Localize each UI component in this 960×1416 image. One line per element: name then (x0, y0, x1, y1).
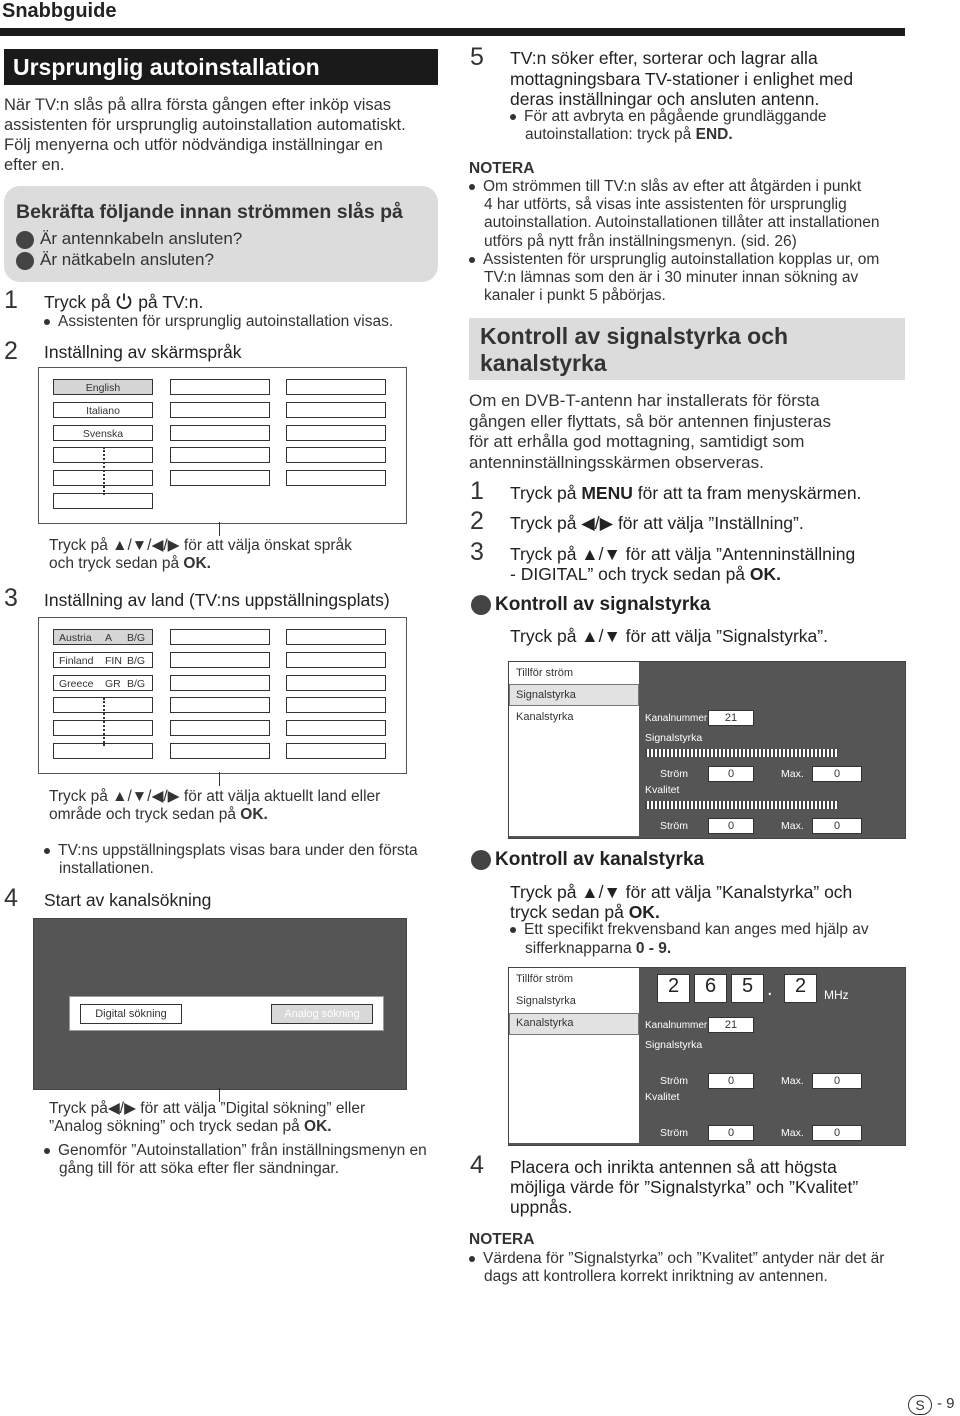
signal-label: Signalstyrka (645, 732, 703, 744)
notera-line: dags att kontrollera korrekt inriktning av antennen. (484, 1268, 828, 1285)
s3-text: - DIGITAL” och tryck sedan på OK. (510, 564, 782, 584)
notera-line: kanaler i punkt 5 påbörjas. (484, 287, 666, 304)
step1-bullet: Assistenten för ursprunglig autoinstallation visas. (44, 313, 393, 331)
sub-title-channel: Kontroll av kanalstyrka (495, 849, 705, 870)
notera-bullet: Värdena för ”Signalstyrka” och ”Kvalitet” antyder när det är (469, 1250, 884, 1268)
power-label: Ström (660, 1075, 689, 1087)
lang-option[interactable]: Italiano (53, 402, 153, 418)
lang-option[interactable]: Svenska (53, 425, 153, 441)
notera-bullet: Assistenten för ursprunglig autoinstallation kopplas ur, om (469, 251, 879, 269)
step1-text: Tryck på på TV:n. (44, 292, 204, 312)
language-badge: S (908, 1395, 932, 1415)
country-option[interactable] (170, 652, 270, 668)
country-option[interactable] (170, 697, 270, 713)
step5-line: mottagningsbara TV-stationer i enlighet med (510, 69, 854, 89)
lang-option[interactable] (170, 402, 270, 418)
menu-item[interactable]: Kanalstyrka (516, 1017, 574, 1029)
country-option[interactable]: Greece GR B/G (53, 675, 153, 691)
step4-bullet: Genomför ”Autoinstallation” från inställningsmenyn en (44, 1142, 427, 1160)
bullet-dot-icon (471, 850, 491, 870)
power-field: 0 (708, 1125, 754, 1141)
signal-bar (645, 749, 838, 757)
step5-line: TV:n söker efter, sorterar och lagrar alla (510, 48, 818, 68)
check-item: Är nätkabeln ansluten? (40, 250, 214, 269)
lang-option[interactable] (170, 447, 270, 463)
step3-instruction: område och tryck sedan på OK. (49, 806, 268, 823)
country-option[interactable] (286, 652, 386, 668)
sub1-text: Tryck på ▲/▼ för att välja ”Signalstyrka”. (510, 626, 828, 646)
notera-bullet: Om strömmen till TV:n slås av efter att åtgärden i punkt (469, 178, 861, 196)
step5-bullet: För att avbryta en pågående grundläggande (510, 108, 826, 126)
step4-bullet: gång till för att söka efter fler sändningar. (59, 1160, 340, 1177)
sub2-bullet: sifferknapparna 0 - 9. (525, 940, 672, 957)
power-label: Ström (660, 768, 689, 780)
signal-intro: antenninställningsskärmen observeras. (469, 453, 764, 472)
notera-heading: NOTERA (469, 1231, 535, 1248)
step3-instruction: Tryck på ▲/▼/◀/▶ för att välja aktuellt land eller (49, 788, 381, 805)
freq-digit[interactable]: 2 (784, 974, 817, 1003)
country-option[interactable]: Austria A B/G (53, 629, 153, 645)
max-field: 0 (812, 1073, 862, 1089)
lang-option[interactable] (286, 402, 386, 418)
notera-line: autoinstallation. Autoinstallationen tillåter att installationen (484, 214, 880, 231)
bullet-dot-icon (16, 231, 34, 249)
step4-text: Start av kanalsökning (44, 890, 212, 910)
notera-line: TV:n lämnas som den är i 30 minuter innan sökning av (484, 269, 859, 286)
page-header-title: Snabbguide (2, 0, 117, 22)
s4-text: möjliga värde för ”Signalstyrka” och ”Kvalitet” (510, 1177, 859, 1197)
signal-intro: Om en DVB-T-antenn har installerats för första (469, 391, 820, 410)
menu-item[interactable]: Signalstyrka (516, 995, 576, 1007)
step-number: 5 (470, 43, 484, 71)
country-option[interactable] (170, 743, 270, 759)
s4-text: Placera och inrikta antennen så att högsta (510, 1157, 837, 1177)
sub2-bullet: Ett specifikt frekvensband kan anges med hjälp av (510, 921, 869, 939)
step-number: 4 (470, 1151, 484, 1179)
digital-search-button[interactable]: Digital sökning (80, 1004, 182, 1024)
section-title-signal: Kontroll av signalstyrka och (480, 323, 789, 349)
callout-line (219, 522, 220, 536)
power-label: Ström (660, 820, 689, 832)
page-number: - 9 (937, 1395, 955, 1412)
header-rule (0, 28, 905, 36)
country-option[interactable] (286, 629, 386, 645)
check-title: Bekräfta följande innan strömmen slås på (16, 201, 403, 223)
country-option[interactable] (286, 720, 386, 736)
freq-digit[interactable]: 5 (731, 974, 764, 1003)
step5-line: deras inställningar och ansluten antenn. (510, 89, 820, 109)
intro-line: efter en. (4, 156, 65, 174)
menu-item[interactable]: Tillför ström (516, 667, 574, 679)
freq-digit[interactable]: 2 (657, 974, 690, 1003)
step-number: 2 (470, 507, 484, 535)
max-field: 0 (812, 1125, 862, 1141)
lang-option[interactable] (286, 470, 386, 486)
bullet-dot-icon (16, 252, 34, 270)
max-field: 0 (812, 818, 862, 834)
step-number: 1 (4, 286, 18, 314)
max-field: 0 (812, 766, 862, 782)
freq-digit[interactable]: 6 (694, 974, 727, 1003)
signal-intro: gången eller flyttats, så bör antennen finjusteras (469, 412, 831, 431)
step-number: 3 (470, 538, 484, 566)
menu-item[interactable]: Signalstyrka (516, 689, 576, 701)
bullet-dot-icon (471, 595, 491, 615)
power-field: 0 (708, 818, 754, 834)
step2-instruction: Tryck på ▲/▼/◀/▶ för att välja önskat språk (49, 537, 352, 554)
step3-bullet: installationen. (59, 860, 154, 877)
s3-text: Tryck på ▲/▼ för att välja ”Antenninställning (510, 544, 856, 564)
section-title-autoinstall: Ursprunglig autoinstallation (4, 49, 438, 85)
signal-label: Signalstyrka (645, 1039, 703, 1051)
intro-line: När TV:n slås på allra första gången efter inköp visas (4, 96, 392, 114)
lang-option[interactable] (170, 379, 270, 395)
sub2-text: tryck sedan på OK. (510, 902, 660, 922)
step3-text: Inställning av land (TV:ns uppställningsplats) (44, 590, 390, 610)
step-number: 4 (4, 884, 18, 912)
country-option[interactable]: Finland FIN B/G (53, 652, 153, 668)
signal-intro: för att erhålla god mottagning, samtidigt som (469, 432, 805, 451)
vertical-dots (103, 447, 107, 495)
channel-number-field[interactable]: 21 (708, 1017, 754, 1033)
intro-line: Följ menyerna och utför nödvändiga inställningar en (4, 136, 383, 154)
notera-line: 4 har utförts, så visas inte assistenten för ursprunglig (484, 196, 847, 213)
s4-text: uppnås. (510, 1197, 573, 1217)
freq-separator: . (767, 978, 773, 1000)
notera-line: utförs på nytt från inställningsmenyn. (sid. 26) (484, 233, 797, 250)
step-number: 3 (4, 584, 18, 612)
notera-heading: NOTERA (469, 160, 535, 177)
country-option[interactable] (170, 629, 270, 645)
lang-option[interactable] (286, 379, 386, 395)
power-icon (115, 292, 133, 310)
country-option[interactable] (286, 697, 386, 713)
callout-line (219, 772, 220, 786)
quality-bar (645, 801, 838, 809)
sub-title-signal: Kontroll av signalstyrka (495, 594, 711, 615)
intro-line: assistenten för ursprunglig autoinstallation automatiskt. (4, 116, 406, 134)
lang-option[interactable] (53, 493, 153, 509)
step2-instruction: och tryck sedan på OK. (49, 555, 211, 572)
max-label: Max. (781, 768, 804, 780)
max-label: Max. (781, 820, 804, 832)
s1-text: Tryck på MENU för att ta fram menyskärmen. (510, 483, 862, 503)
step4-instruction: ”Analog sökning” och tryck sedan på OK. (49, 1118, 332, 1135)
channel-number-label: Kanalnummer (645, 713, 708, 724)
step-number: 2 (4, 337, 18, 365)
channel-number-label: Kanalnummer (645, 1020, 708, 1031)
country-option[interactable] (286, 743, 386, 759)
s2-text: Tryck på ◀/▶ för att välja ”Inställning”. (510, 513, 804, 533)
power-field: 0 (708, 1073, 754, 1089)
lang-option[interactable] (170, 470, 270, 486)
vertical-dots (103, 698, 107, 746)
freq-unit: MHz (824, 988, 849, 1002)
quality-label: Kvalitet (645, 1091, 680, 1103)
section-title-signal: kanalstyrka (480, 350, 607, 376)
menu-item[interactable]: Kanalstyrka (516, 711, 574, 723)
lang-option[interactable]: English (53, 379, 153, 395)
lang-option[interactable] (286, 425, 386, 441)
lang-option[interactable] (286, 447, 386, 463)
quality-label: Kvalitet (645, 784, 680, 796)
step3-bullet: TV:ns uppställningsplats visas bara under den första (44, 842, 418, 860)
max-label: Max. (781, 1127, 804, 1139)
step-number: 1 (470, 477, 484, 505)
step4-instruction: Tryck på◀/▶ för att välja ”Digital sökning” eller (49, 1100, 366, 1117)
check-item: Är antennkabeln ansluten? (40, 229, 243, 248)
max-label: Max. (781, 1075, 804, 1087)
country-option[interactable] (170, 675, 270, 691)
analog-search-button[interactable]: Analog sökning (271, 1004, 373, 1024)
power-label: Ström (660, 1127, 689, 1139)
lang-option[interactable] (170, 425, 270, 441)
menu-item[interactable]: Tillför ström (516, 973, 574, 985)
country-option[interactable] (170, 720, 270, 736)
country-option[interactable] (286, 675, 386, 691)
power-field: 0 (708, 766, 754, 782)
sub2-text: Tryck på ▲/▼ för att välja ”Kanalstyrka” och (510, 882, 853, 902)
channel-number-field[interactable]: 21 (708, 710, 754, 726)
step5-bullet: autoinstallation: tryck på END. (525, 126, 733, 143)
step2-text: Inställning av skärmspråk (44, 342, 242, 362)
